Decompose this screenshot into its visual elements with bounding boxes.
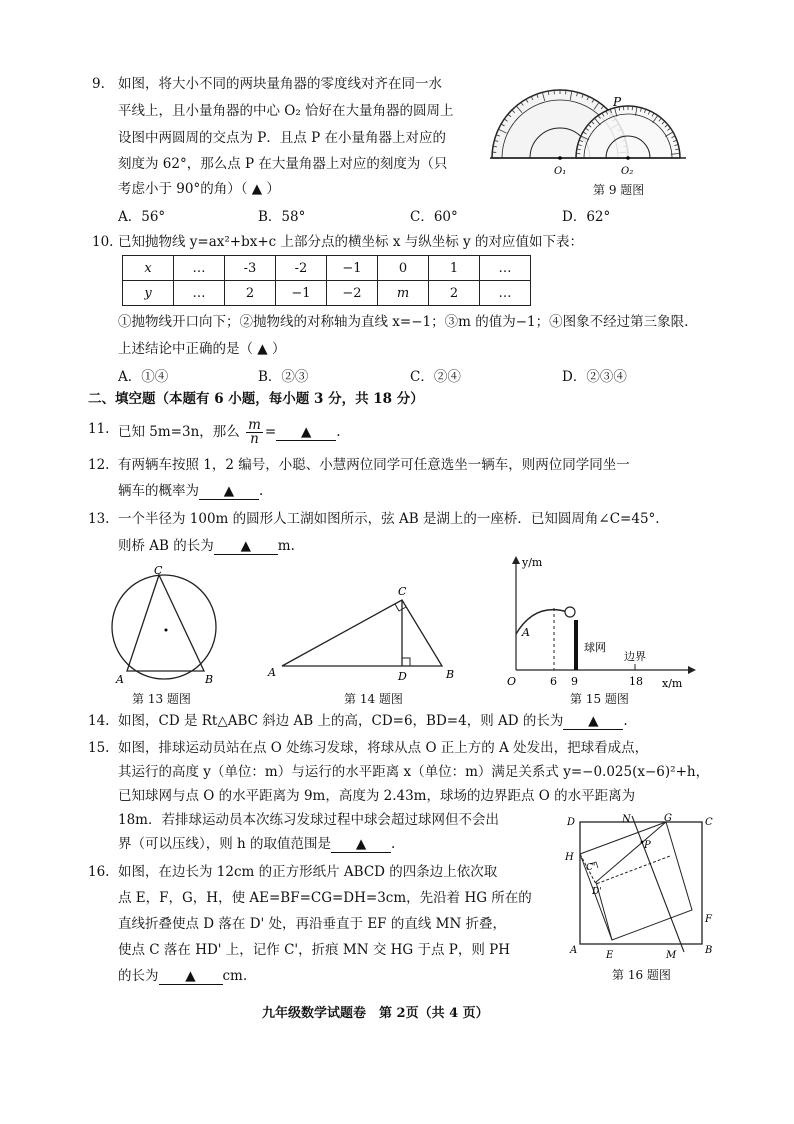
section-heading: 二、填空题（本题有 6 小题，每小题 3 分，共 18 分） bbox=[88, 391, 424, 407]
fig15-caption: 第 15 题图 bbox=[570, 692, 629, 706]
table-cell: … bbox=[480, 256, 531, 281]
label-b: B bbox=[205, 673, 214, 686]
label-b: B bbox=[446, 668, 455, 680]
label-m: M bbox=[666, 950, 677, 961]
table-cell: y bbox=[123, 281, 174, 306]
label-f: F bbox=[705, 914, 712, 925]
q13-end: m. bbox=[277, 538, 295, 554]
label-n: N bbox=[622, 814, 631, 825]
q12-number: 12. bbox=[88, 457, 110, 473]
q11-end: . bbox=[336, 424, 341, 440]
answer-blank[interactable]: ▲ bbox=[159, 968, 223, 985]
label-o2: O₂ bbox=[621, 166, 634, 177]
figure-16 bbox=[560, 812, 720, 962]
fraction bbox=[246, 419, 263, 446]
q12-line-2 bbox=[118, 481, 263, 501]
table-cell: … bbox=[174, 256, 225, 281]
q14-number: 14. bbox=[88, 713, 110, 729]
net-label: 球网 bbox=[584, 641, 606, 654]
fig13-caption: 第 13 题图 bbox=[132, 692, 191, 706]
q14-end: . bbox=[623, 713, 628, 729]
y-axis-label: y/m bbox=[522, 556, 543, 569]
table-cell: … bbox=[174, 281, 225, 306]
q11-question bbox=[118, 419, 341, 446]
q15-line-5 bbox=[118, 834, 395, 854]
fig14-caption: 第 14 题图 bbox=[344, 692, 403, 706]
tick-18: 18 bbox=[629, 675, 643, 688]
table-row-y bbox=[123, 281, 531, 306]
table-cell: 2 bbox=[225, 281, 276, 306]
q10-option-b: B．②③ bbox=[258, 369, 309, 385]
table-cell: -2 bbox=[276, 256, 327, 281]
q9-option-d: D．62° bbox=[562, 209, 611, 225]
q11-eq: = bbox=[264, 424, 277, 440]
table-cell: 1 bbox=[429, 256, 480, 281]
label-a: A bbox=[268, 666, 276, 679]
table-cell: −1 bbox=[327, 256, 378, 281]
q12-end: . bbox=[259, 483, 264, 499]
label-a: A bbox=[570, 945, 578, 956]
fig16-caption: 第 16 题图 bbox=[612, 968, 671, 982]
value-table bbox=[122, 255, 531, 306]
answer-blank[interactable]: ▲ bbox=[276, 424, 336, 441]
label-h: H bbox=[565, 852, 574, 863]
label-g: G bbox=[664, 813, 672, 824]
label-a: A bbox=[116, 673, 124, 686]
label-c-prime: C' bbox=[586, 863, 596, 873]
answer-blank[interactable]: ▲ bbox=[199, 483, 259, 500]
q9-number: 9. bbox=[92, 76, 105, 92]
label-d: D bbox=[398, 670, 407, 680]
q10-option-c: C．②④ bbox=[410, 369, 461, 385]
label-c: C bbox=[705, 817, 713, 828]
q16-number: 16. bbox=[88, 864, 110, 880]
q10-option-d: D．②③④ bbox=[562, 369, 627, 385]
point-a-label: A bbox=[522, 626, 530, 639]
table-cell: 2 bbox=[429, 281, 480, 306]
answer-blank[interactable]: ▲ bbox=[563, 713, 623, 730]
q15-line-2: 其运行的高度 y（单位：m）与运行的水平距离 x（单位：m）满足关系式 y=−0.025(x−6)²+h， bbox=[118, 764, 710, 780]
q9-option-b: B．58° bbox=[258, 209, 306, 225]
table-cell: m bbox=[378, 281, 429, 306]
tick-9: 9 bbox=[571, 675, 578, 688]
label-c: C bbox=[154, 566, 163, 577]
protractor-figure bbox=[490, 80, 730, 180]
label-d-prime: D' bbox=[592, 887, 602, 897]
q16-text: 的长为 bbox=[118, 968, 159, 984]
q15-end: . bbox=[391, 836, 396, 852]
table-row-x bbox=[123, 256, 531, 281]
q15-text: 界（可以压线），则 h 的取值范围是 bbox=[118, 836, 332, 852]
q10-stem: 已知抛物线 y=ax²+bx+c 上部分点的横坐标 x 与纵坐标 y 的对应值如下表： bbox=[118, 234, 583, 250]
q9-line-2: 平线上，且小量角器的中心 O₂ 恰好在大量角器的圆周上 bbox=[118, 103, 454, 119]
q15-line-1: 如图，排球运动员站在点 O 处练习发球，将球从点 O 正上方的 A 处发出，把球看成点， bbox=[118, 740, 649, 756]
q13-line-2 bbox=[118, 536, 295, 556]
x-axis-label: x/m bbox=[662, 677, 683, 688]
q12-text: 辆车的概率为 bbox=[118, 483, 199, 499]
label-d: D bbox=[567, 817, 576, 828]
q13-line-1: 一个半径为 100m 的圆形人工湖如图所示，弦 AB 是湖上的一座桥．已知圆周角∠C=45°. bbox=[118, 511, 660, 527]
tick-6: 6 bbox=[550, 675, 557, 688]
table-cell: −2 bbox=[327, 281, 378, 306]
label-p: P bbox=[644, 840, 651, 851]
q10-number: 10. bbox=[92, 234, 114, 250]
figure-14 bbox=[262, 580, 467, 680]
q12-line-1: 有两辆车按照 1，2 编号，小聪、小慧两位同学可任意选坐一辆车，则两位同学同坐一 bbox=[118, 457, 630, 473]
q16-end: cm. bbox=[222, 968, 248, 984]
q10-statements: ①抛物线开口向下；②抛物线的对称轴为直线 x=−1；③m 的值为−1；④图象不经过第三象限. bbox=[118, 314, 689, 330]
q16-line-4: 使点 C 落在 HD' 上，记作 C'，折痕 MN 交 HG 于点 P，则 PH bbox=[118, 942, 511, 958]
q16-line-3: 直线折叠使点 D 落在 D' 处，再沿垂直于 EF 的直线 MN 折叠， bbox=[118, 916, 507, 932]
figure-13 bbox=[104, 566, 224, 686]
answer-blank[interactable]: ▲ bbox=[331, 836, 391, 853]
fig9-caption: 第 9 题图 bbox=[593, 183, 645, 197]
table-cell: x bbox=[123, 256, 174, 281]
origin-label: O bbox=[507, 675, 517, 688]
page-footer: 九年级数学试题卷 第 2页（共 4 页） bbox=[262, 1006, 489, 1021]
q10-ask: 上述结论中正确的是（ ▲ ） bbox=[118, 341, 286, 357]
q9-option-a: A．56° bbox=[118, 209, 166, 225]
figure-15 bbox=[500, 554, 700, 688]
q9-line-4: 刻度为 62°，那么点 P 在大量角器上对应的刻度为（只 bbox=[118, 156, 448, 172]
q16-line-2: 点 E，F，G，H，使 AE=BF=CG=DH=3cm，先沿着 HG 所在的 bbox=[118, 890, 532, 906]
boundary-label: 边界 bbox=[624, 650, 646, 663]
label-o1: O₁ bbox=[554, 166, 567, 177]
fraction-numerator: m bbox=[248, 417, 261, 433]
q13-number: 13. bbox=[88, 511, 110, 527]
label-b: B bbox=[705, 945, 713, 956]
q15-line-3: 已知球网与点 O 的水平距离为 9m，高度为 2.43m，球场的边界距点 O 的水平距离为 bbox=[118, 788, 636, 804]
q11-number: 11. bbox=[88, 421, 110, 437]
q9-option-c: C．60° bbox=[410, 209, 458, 225]
q9-line-1: 如图，将大小不同的两块量角器的零度线对齐在同一水 bbox=[118, 76, 442, 92]
table-cell: -3 bbox=[225, 256, 276, 281]
q15-number: 15. bbox=[88, 740, 110, 756]
table-cell: … bbox=[480, 281, 531, 306]
q16-line-1: 如图，在边长为 12cm 的正方形纸片 ABCD 的四条边上依次取 bbox=[118, 864, 498, 880]
label-p: P bbox=[613, 95, 622, 109]
q10-option-a: A．①④ bbox=[118, 369, 169, 385]
label-c: C bbox=[398, 585, 407, 598]
q16-line-5 bbox=[118, 966, 247, 986]
table-cell: 0 bbox=[378, 256, 429, 281]
label-e: E bbox=[606, 950, 614, 961]
q14-text: 如图，CD 是 Rt△ABC 斜边 AB 上的高，CD=6，BD=4，则 AD 的长为 bbox=[118, 713, 564, 729]
q15-line-4: 18m．若排球运动员本次练习发球过程中球会超过球网但不会出 bbox=[118, 812, 499, 828]
answer-blank[interactable]: ▲ bbox=[214, 538, 278, 555]
fraction-denominator: n bbox=[250, 431, 259, 447]
q9-line-3: 设图中两圆周的交点为 P．且点 P 在小量角器上对应的 bbox=[118, 130, 447, 146]
q11-text: 已知 5m=3n，那么 bbox=[118, 424, 240, 440]
q13-text: 则桥 AB 的长为 bbox=[118, 538, 214, 554]
table-cell: −1 bbox=[276, 281, 327, 306]
q9-line-5: 考虑小于 90°的角）（ ▲ ） bbox=[118, 181, 280, 197]
q14-line bbox=[118, 711, 628, 731]
